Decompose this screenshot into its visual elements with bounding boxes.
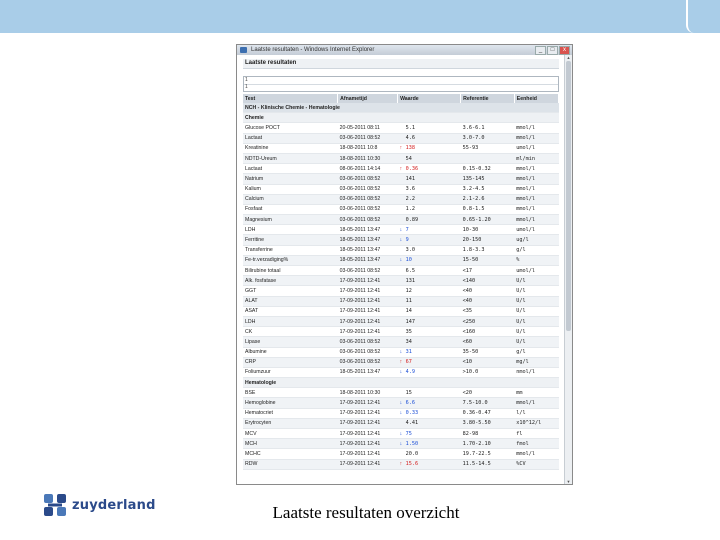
close-button[interactable]: x [559, 46, 570, 55]
table-row[interactable] [243, 174, 559, 184]
cell-unit: U/l [514, 306, 558, 316]
cell-unit: fmol [514, 439, 558, 449]
cell-value [398, 184, 461, 194]
cell-test: Kalium [243, 184, 338, 194]
cell-time: 17-09-2011 12:41 [338, 449, 398, 459]
column-header-reference[interactable]: Referentie [461, 94, 515, 103]
cell-time: 03-06-2011 08:52 [338, 194, 398, 204]
cell-value [398, 306, 461, 316]
table-row[interactable] [243, 388, 559, 398]
cell-test: Glucose POCT [243, 123, 338, 133]
result-value: 3.0 [405, 247, 415, 254]
cell-time: 03-06-2011 08:52 [338, 184, 398, 194]
cell-time: 03-06-2011 08:52 [338, 204, 398, 214]
vertical-scrollbar[interactable] [564, 55, 572, 484]
cell-reference: 0.36-0.47 [461, 408, 515, 418]
table-row[interactable] [243, 215, 559, 225]
cell-test: MCV [243, 429, 338, 439]
cell-value [398, 357, 461, 367]
cell-time: 17-09-2011 12:41 [338, 306, 398, 316]
table-row[interactable] [243, 276, 559, 286]
flag-down-icon: ↓ [399, 257, 403, 264]
flag-down-icon: ↓ [399, 430, 403, 437]
cell-value [398, 123, 461, 133]
cell-value [398, 439, 461, 449]
cell-reference: 20-150 [461, 235, 515, 245]
cell-unit: umol/l [514, 143, 558, 153]
filter-box[interactable] [243, 76, 559, 92]
cell-reference: 55-93 [461, 143, 515, 153]
cell-unit: mmol/l [514, 123, 558, 133]
cell-test: Bilirubine totaal [243, 266, 338, 276]
cell-value [398, 418, 461, 428]
table-row[interactable] [243, 316, 559, 326]
cell-value [398, 133, 461, 143]
result-value: 14 [405, 308, 412, 315]
flag-down-icon: ↓ [399, 410, 403, 417]
cell-value [398, 449, 461, 459]
table-row[interactable] [243, 255, 559, 265]
cell-value [398, 286, 461, 296]
cell-unit: mmol/l [514, 184, 558, 194]
result-value: 20.0 [405, 450, 419, 457]
cell-reference: <10 [461, 357, 515, 367]
cell-time: 17-09-2011 12:41 [338, 276, 398, 286]
cell-value [398, 204, 461, 214]
result-value: 1.50 [405, 440, 419, 447]
cell-reference: <35 [461, 306, 515, 316]
cell-unit: mmol/l [514, 449, 558, 459]
table-row[interactable] [243, 143, 559, 153]
cell-unit: ug/l [514, 235, 558, 245]
cell-value [398, 235, 461, 245]
cell-time: 17-09-2011 12:41 [338, 439, 398, 449]
table-row[interactable] [243, 133, 559, 143]
flag-down-icon: ↓ [399, 237, 403, 244]
cell-reference: 7.5-10.0 [461, 398, 515, 408]
cell-unit: U/l [514, 286, 558, 296]
results-body [243, 103, 559, 469]
cell-test: Lactaat [243, 164, 338, 174]
result-value: 6.6 [405, 400, 415, 407]
cell-test: Fosfaat [243, 204, 338, 214]
table-row[interactable] [243, 296, 559, 306]
cell-value [398, 194, 461, 204]
cell-value [398, 337, 461, 347]
result-value: 2.2 [405, 196, 415, 203]
cell-reference: 10-30 [461, 225, 515, 235]
window-titlebar [237, 45, 572, 55]
table-row[interactable] [243, 266, 559, 276]
cell-value [398, 276, 461, 286]
result-value: 75 [405, 430, 412, 437]
cell-test: GGT [243, 286, 338, 296]
cell-time: 03-06-2011 08:52 [338, 357, 398, 367]
table-row[interactable] [243, 153, 559, 163]
flag-down-icon: ↓ [399, 226, 403, 233]
cell-reference: <20 [461, 388, 515, 398]
table-subsection-header [243, 113, 559, 123]
filter-field-2[interactable]: 1 [245, 84, 248, 90]
cell-value [398, 316, 461, 326]
result-value: 7 [405, 226, 409, 233]
result-value: 31 [405, 349, 412, 356]
cell-time: 18-08-2011 10:30 [338, 153, 398, 163]
cell-reference: <40 [461, 296, 515, 306]
cell-unit: U/l [514, 316, 558, 326]
result-value: 15 [405, 389, 412, 396]
cell-unit: mmol/l [514, 164, 558, 174]
page-title: Laatste resultaten [243, 59, 559, 69]
flag-down-icon: ↓ [399, 349, 403, 356]
flag-up-icon: ↑ [399, 145, 403, 152]
table-row[interactable] [243, 449, 559, 459]
result-value: 34 [405, 338, 412, 345]
cell-value [398, 408, 461, 418]
cell-unit: U/l [514, 337, 558, 347]
scroll-down-icon[interactable]: ▼ [566, 479, 571, 484]
table-row[interactable] [243, 327, 559, 337]
result-value: 15.6 [405, 461, 419, 468]
cell-value [398, 245, 461, 255]
cell-unit: mg/l [514, 357, 558, 367]
cell-value [398, 164, 461, 174]
cell-unit: % [514, 255, 558, 265]
cell-reference: 0.8-1.5 [461, 204, 515, 214]
cell-reference: 35-50 [461, 347, 515, 357]
banner-corner-tab [686, 0, 720, 33]
results-table [243, 94, 559, 470]
cell-time: 18-05-2011 13:47 [338, 235, 398, 245]
table-row[interactable] [243, 235, 559, 245]
cell-unit: mmol/l [514, 398, 558, 408]
subsection-title: Chemie [243, 113, 559, 123]
cell-test: LDH [243, 316, 338, 326]
cell-time: 18-05-2011 13:47 [338, 225, 398, 235]
flag-up-icon: ↑ [399, 461, 403, 468]
cell-time: 18-05-2011 13:47 [338, 367, 398, 377]
cell-reference: 135-145 [461, 174, 515, 184]
window-controls [535, 46, 570, 55]
table-row[interactable] [243, 429, 559, 439]
cell-test: Hemoglobine [243, 398, 338, 408]
cell-test: Lipase [243, 337, 338, 347]
cell-value [398, 367, 461, 377]
result-value: 0.89 [405, 216, 419, 223]
zuyderland-mark-icon [44, 494, 66, 516]
cell-unit: l/l [514, 408, 558, 418]
result-value: 147 [405, 318, 415, 325]
slide-caption: Laatste resultaten overzicht [272, 503, 460, 522]
column-header-value[interactable]: Waarde [398, 94, 461, 103]
cell-time: 17-09-2011 12:41 [338, 459, 398, 469]
result-value: 12 [405, 287, 412, 294]
cell-reference: <60 [461, 337, 515, 347]
column-header-time[interactable]: Afnametijd [338, 94, 398, 103]
cell-unit: ml/min [514, 153, 558, 163]
column-header-test[interactable]: Test [243, 94, 338, 103]
cell-reference: 0.65-1.20 [461, 215, 515, 225]
cell-unit: U/l [514, 276, 558, 286]
cell-reference: 3.6-6.1 [461, 123, 515, 133]
cell-test: CRP [243, 357, 338, 367]
flag-down-icon: ↓ [399, 369, 403, 376]
table-row[interactable] [243, 347, 559, 357]
table-header-row [243, 94, 559, 103]
cell-time: 03-06-2011 08:52 [338, 215, 398, 225]
cell-unit: mmol/l [514, 204, 558, 214]
cell-unit: mm [514, 388, 558, 398]
cell-value [398, 174, 461, 184]
cell-time: 18-05-2011 13:47 [338, 255, 398, 265]
cell-reference: 15-50 [461, 255, 515, 265]
table-row[interactable] [243, 225, 559, 235]
cell-time: 18-08-2011 10:8 [338, 143, 398, 153]
cell-unit: %CV [514, 459, 558, 469]
cell-reference [461, 153, 515, 163]
scrollbar-thumb[interactable] [566, 61, 571, 331]
cell-reference: <40 [461, 286, 515, 296]
table-section-header [243, 103, 559, 113]
cell-unit: mmol/l [514, 194, 558, 204]
table-row[interactable] [243, 123, 559, 133]
result-value: 6.5 [405, 267, 415, 274]
result-value: 0.33 [405, 410, 419, 417]
cell-time: 17-09-2011 12:41 [338, 286, 398, 296]
cell-unit: umol/l [514, 225, 558, 235]
internet-explorer-icon [240, 47, 247, 53]
cell-reference: <160 [461, 327, 515, 337]
cell-time: 17-09-2011 12:41 [338, 398, 398, 408]
brand-name: zuyderland [72, 497, 156, 513]
cell-unit: x10^12/l [514, 418, 558, 428]
minimize-button[interactable]: _ [535, 46, 546, 55]
section-title: NCH - Klinische Chemie - Hematologie [243, 103, 559, 113]
cell-time: 03-06-2011 08:52 [338, 174, 398, 184]
cell-test: RDW [243, 459, 338, 469]
cell-value [398, 266, 461, 276]
cell-time: 17-09-2011 12:41 [338, 327, 398, 337]
cell-time: 03-06-2011 08:52 [338, 133, 398, 143]
table-row[interactable] [243, 418, 559, 428]
cell-time: 17-09-2011 12:41 [338, 408, 398, 418]
cell-test: Calcium [243, 194, 338, 204]
cell-value [398, 429, 461, 439]
result-value: 10 [405, 257, 412, 264]
cell-test: Lactaat [243, 133, 338, 143]
cell-reference: 11.5-14.5 [461, 459, 515, 469]
cell-value [398, 398, 461, 408]
cell-time: 03-06-2011 08:52 [338, 337, 398, 347]
cell-test: ASAT [243, 306, 338, 316]
result-value: 1.2 [405, 206, 415, 213]
cell-test: Alk. fosfatase [243, 276, 338, 286]
cell-reference: 0.15-0.32 [461, 164, 515, 174]
cell-value [398, 255, 461, 265]
cell-time: 03-06-2011 08:52 [338, 347, 398, 357]
result-value: 141 [405, 175, 415, 182]
cell-test: Fe-tr.verzadiging% [243, 255, 338, 265]
table-row[interactable] [243, 184, 559, 194]
cell-test: Kreatinine [243, 143, 338, 153]
cell-reference: 19.7-22.5 [461, 449, 515, 459]
column-header-unit[interactable]: Eenheid [514, 94, 558, 103]
result-value: 4.41 [405, 420, 419, 427]
scroll-up-icon[interactable]: ▲ [566, 55, 571, 60]
result-value: 4.6 [405, 135, 415, 142]
table-row[interactable] [243, 408, 559, 418]
table-row[interactable] [243, 398, 559, 408]
flag-down-icon: ↓ [399, 400, 403, 407]
cell-unit: U/l [514, 296, 558, 306]
cell-test: BSE [243, 388, 338, 398]
cell-test: NDTD-Ureum [243, 153, 338, 163]
cell-value [398, 347, 461, 357]
zuyderland-logo [44, 494, 156, 516]
result-value: 138 [405, 145, 415, 152]
subsection-title: Hematologie [243, 378, 559, 388]
cell-time: 08-06-2011 14:14 [338, 164, 398, 174]
cell-test: MCH [243, 439, 338, 449]
cell-test: Foliumzuur [243, 367, 338, 377]
table-row[interactable] [243, 367, 559, 377]
cell-time: 18-08-2011 10:30 [338, 388, 398, 398]
cell-value [398, 215, 461, 225]
cell-value [398, 459, 461, 469]
cell-unit: mmol/l [514, 133, 558, 143]
result-value: 9 [405, 237, 409, 244]
cell-reference: 3.2-4.5 [461, 184, 515, 194]
flag-up-icon: ↑ [399, 359, 403, 366]
cell-value [398, 388, 461, 398]
table-row[interactable] [243, 164, 559, 174]
cell-unit: U/l [514, 327, 558, 337]
cell-unit: g/l [514, 347, 558, 357]
cell-time: 17-09-2011 12:41 [338, 296, 398, 306]
cell-test: CK [243, 327, 338, 337]
flag-down-icon: ↓ [399, 440, 403, 447]
table-subsection-header [243, 378, 559, 388]
cell-unit: fl [514, 429, 558, 439]
cell-test: LDH [243, 225, 338, 235]
table-row[interactable] [243, 194, 559, 204]
cell-value [398, 143, 461, 153]
table-row[interactable] [243, 245, 559, 255]
flag-up-icon: ↑ [399, 165, 403, 172]
cell-reference: 1.8-3.3 [461, 245, 515, 255]
window-title: Laatste resultaten - Windows Internet Explorer [251, 47, 375, 53]
cell-reference: >10.0 [461, 367, 515, 377]
cell-test: Hematocriet [243, 408, 338, 418]
cell-value [398, 225, 461, 235]
top-banner [0, 0, 720, 33]
cell-test: Albumine [243, 347, 338, 357]
cell-value [398, 153, 461, 163]
cell-test: MCHC [243, 449, 338, 459]
cell-unit: nmol/l [514, 367, 558, 377]
cell-time: 17-09-2011 12:41 [338, 316, 398, 326]
cell-reference: <140 [461, 276, 515, 286]
cell-value [398, 327, 461, 337]
cell-value [398, 296, 461, 306]
cell-test: ALAT [243, 296, 338, 306]
table-row[interactable] [243, 337, 559, 347]
cell-time: 17-09-2011 12:41 [338, 429, 398, 439]
cell-reference: 2.1-2.6 [461, 194, 515, 204]
cell-time: 18-05-2011 13:47 [338, 245, 398, 255]
table-row[interactable] [243, 286, 559, 296]
result-value: 3.6 [405, 186, 415, 193]
cell-test: Natrium [243, 174, 338, 184]
cell-test: Ferritine [243, 235, 338, 245]
result-value: 4.9 [405, 369, 415, 376]
table-row[interactable] [243, 459, 559, 469]
table-row[interactable] [243, 439, 559, 449]
filter-field-1[interactable]: 1 [244, 77, 558, 85]
cell-time: 03-06-2011 08:52 [338, 266, 398, 276]
cell-unit: umol/l [514, 266, 558, 276]
cell-time: 17-09-2011 12:41 [338, 418, 398, 428]
cell-reference: 3.80-5.50 [461, 418, 515, 428]
cell-reference: 82-98 [461, 429, 515, 439]
table-row[interactable] [243, 357, 559, 367]
cell-test: Magnesium [243, 215, 338, 225]
result-value: 11 [405, 298, 412, 305]
page-content [237, 55, 565, 484]
cell-reference: 3.0-7.0 [461, 133, 515, 143]
table-row[interactable] [243, 204, 559, 214]
result-value: 35 [405, 328, 412, 335]
result-value: 54 [405, 155, 412, 162]
cell-test: Erytrocyten [243, 418, 338, 428]
result-value: 0.36 [405, 165, 419, 172]
cell-unit: g/l [514, 245, 558, 255]
result-value: 67 [405, 359, 412, 366]
cell-time: 20-05-2011 08:11 [338, 123, 398, 133]
cell-reference: <17 [461, 266, 515, 276]
cell-reference: 1.70-2.10 [461, 439, 515, 449]
cell-unit: mmol/l [514, 174, 558, 184]
browser-window [236, 44, 573, 485]
cell-unit: mmol/l [514, 215, 558, 225]
cell-reference: <250 [461, 316, 515, 326]
maximize-button[interactable]: □ [547, 46, 558, 55]
cell-test: Transferrine [243, 245, 338, 255]
table-row[interactable] [243, 306, 559, 316]
result-value: 5.1 [405, 124, 415, 131]
result-value: 131 [405, 277, 415, 284]
